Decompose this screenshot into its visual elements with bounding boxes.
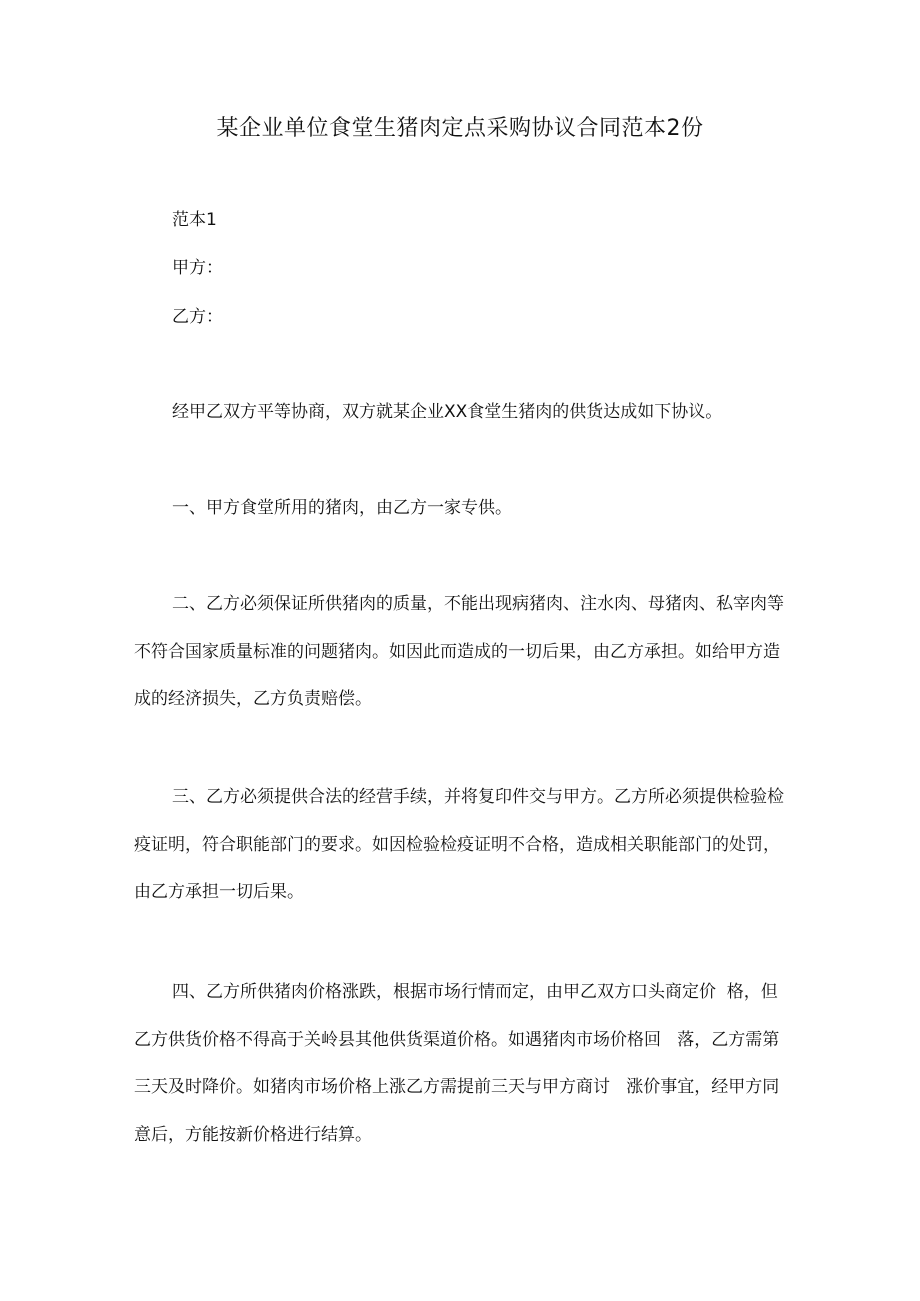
party-b-label: 乙方： <box>172 307 223 327</box>
clause-3: 三、乙方必须提供合法的经营手续，并将复印件交与甲方。乙方所必须提供检验检疫证明，符合职能部门的要求。如因检验检疫证明不合格，造成相关职能部门的处罚，由乙方承担一切后果。 <box>134 787 784 902</box>
party-a-label: 甲方： <box>172 258 223 278</box>
clause-4: 四、乙方所供猪肉价格涨跌，根据市场行情而定，由甲乙双方口头商定价 格，但乙方供货价格不得高于关岭县其他供货渠道价格。如遇猪肉市场价格回 落，乙方需第三天及时降价。如猪肉市场价格上涨乙方需提前三天与甲方商讨 涨价事宜，经甲方同意后，方能按新价格进行结算。 <box>134 982 780 1145</box>
intro-paragraph: 经甲乙双方平等协商，双方就某企业XX食堂生猪肉的供货达成如下协议。 <box>172 402 723 422</box>
document-title: 某企业单位食堂生猪肉定点采购协议合同范本2份 <box>216 116 704 141</box>
clause-2: 二、乙方必须保证所供猪肉的质量，不能出现病猪肉、注水肉、母猪肉、私宰肉等不符合国家质量标准的问题猪肉。如因此而造成的一切后果，由乙方承担。如给甲方造成的经济损失，乙方负责赔偿。 <box>134 594 784 709</box>
sample-label: 范本1 <box>172 210 217 230</box>
clause-1: 一、甲方食堂所用的猪肉，由乙方一家专供。 <box>172 498 512 518</box>
